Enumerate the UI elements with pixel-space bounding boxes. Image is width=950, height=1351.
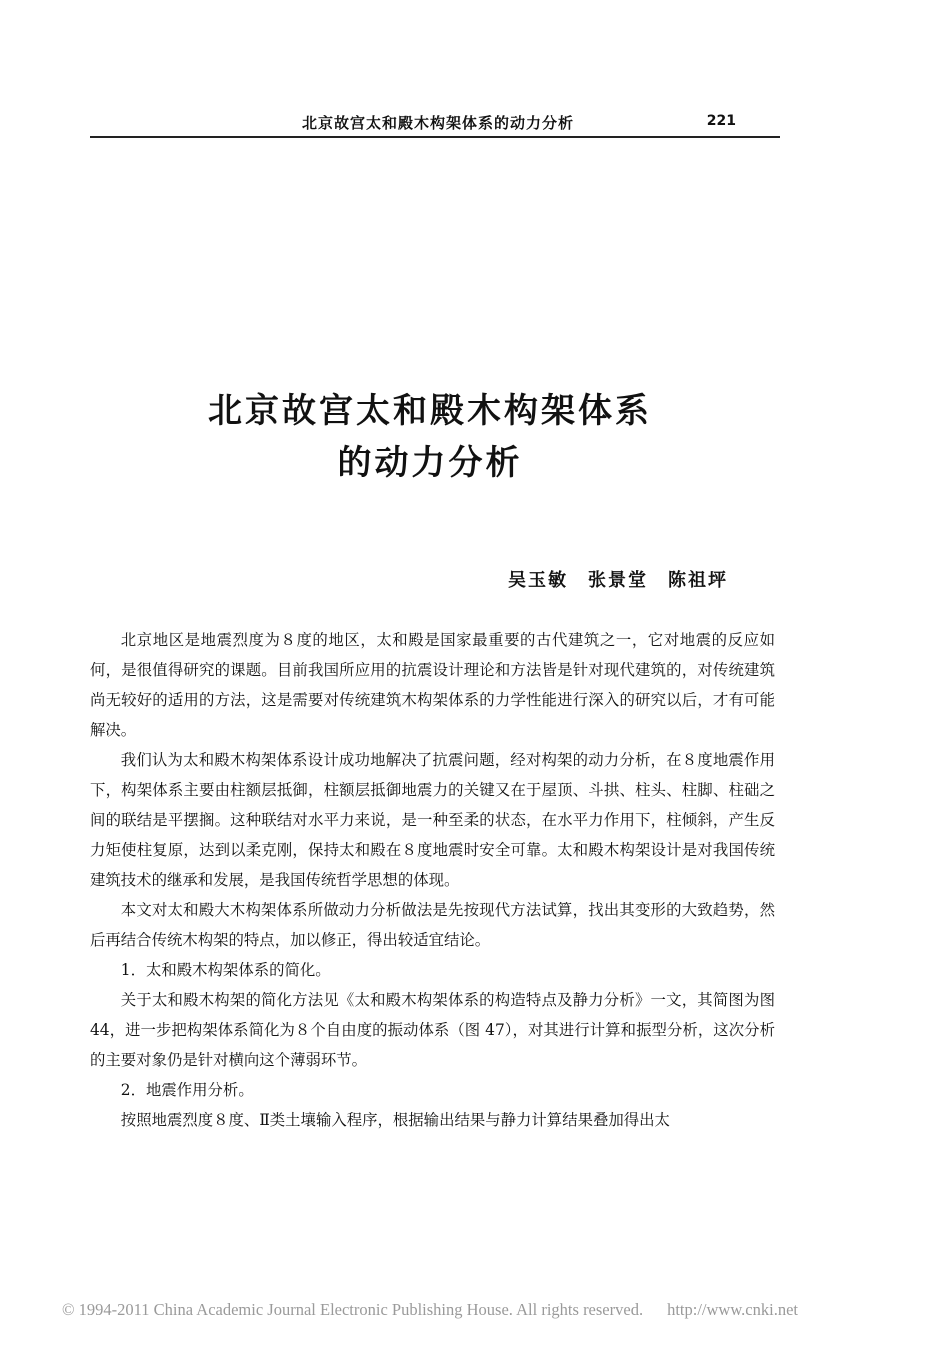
paragraph-3: 本文对太和殿大木构架体系所做动力分析做法是先按现代方法试算，找出其变形的大致趋势，然后再结合传统木构架的特点，加以修正，得出较适宜结论。 — [90, 901, 775, 949]
author-list — [508, 566, 748, 592]
article-title-line-1: 北京故宫太和殿木构架体系 — [208, 391, 652, 431]
paragraph-1: 北京地区是地震烈度为８度的地区，太和殿是国家最重要的古代建筑之一，它对地震的反应如何，是很值得研究的课题。目前我国所应用的抗震设计理论和方法皆是针对现代建筑的，对传统建筑尚无较好的适用的方法，这是需要对传统建筑木构架体系的力学性能进行深入的研究以后，才有可能解决。 — [90, 631, 775, 739]
paragraph-4: 关于太和殿木构架的简化方法见《太和殿木构架体系的构造特点及静力分析》一文，其简图为图 44，进一步把构架体系简化为８个自由度的振动体系（图 47），对其进行计算和振型分析，这次分析的主要对象仍是针对横向这个薄弱环节。 — [90, 991, 775, 1069]
body-text — [90, 625, 775, 1135]
paragraph-2: 我们认为太和殿木构架体系设计成功地解决了抗震问题，经对构架的动力分析，在８度地震作用下，构架体系主要由柱额层抵御，柱额层抵御地震力的关键又在于屋顶、斗拱、柱头、柱脚、柱础之间的联结是平摆搁。这种联结对水平力来说，是一种至柔的状态，在水平力作用下，柱倾斜，产生反力矩使柱复原，达到以柔克刚，保持太和殿在８度地震时安全可靠。太和殿木构架设计是对我国传统建筑技术的继承和发展，是我国传统哲学思想的体现。 — [90, 751, 775, 889]
author-2: 张景堂 — [588, 570, 648, 591]
running-header — [90, 108, 780, 138]
paragraph-5: 按照地震烈度８度、Ⅱ类土壤输入程序，根据输出结果与静力计算结果叠加得出太 — [120, 1111, 670, 1129]
copyright-text: © 1994-2011 China Academic Journal Electronic Publishing House. All rights reserved. — [62, 1300, 644, 1319]
section-heading-1: 1．太和殿木构架体系的简化。 — [120, 961, 331, 979]
article-title-line-2: 的动力分析 — [337, 443, 523, 483]
article-title — [0, 385, 860, 489]
author-3: 陈祖坪 — [668, 570, 728, 591]
footer-url: http://www.cnki.net — [667, 1300, 798, 1319]
author-1: 吴玉敏 — [508, 570, 568, 591]
running-title: 北京故宫太和殿木构架体系的动力分析 — [302, 114, 575, 132]
page-number: 221 — [706, 113, 736, 129]
copyright-footer — [0, 1300, 860, 1320]
section-heading-2: 2．地震作用分析。 — [120, 1081, 254, 1099]
